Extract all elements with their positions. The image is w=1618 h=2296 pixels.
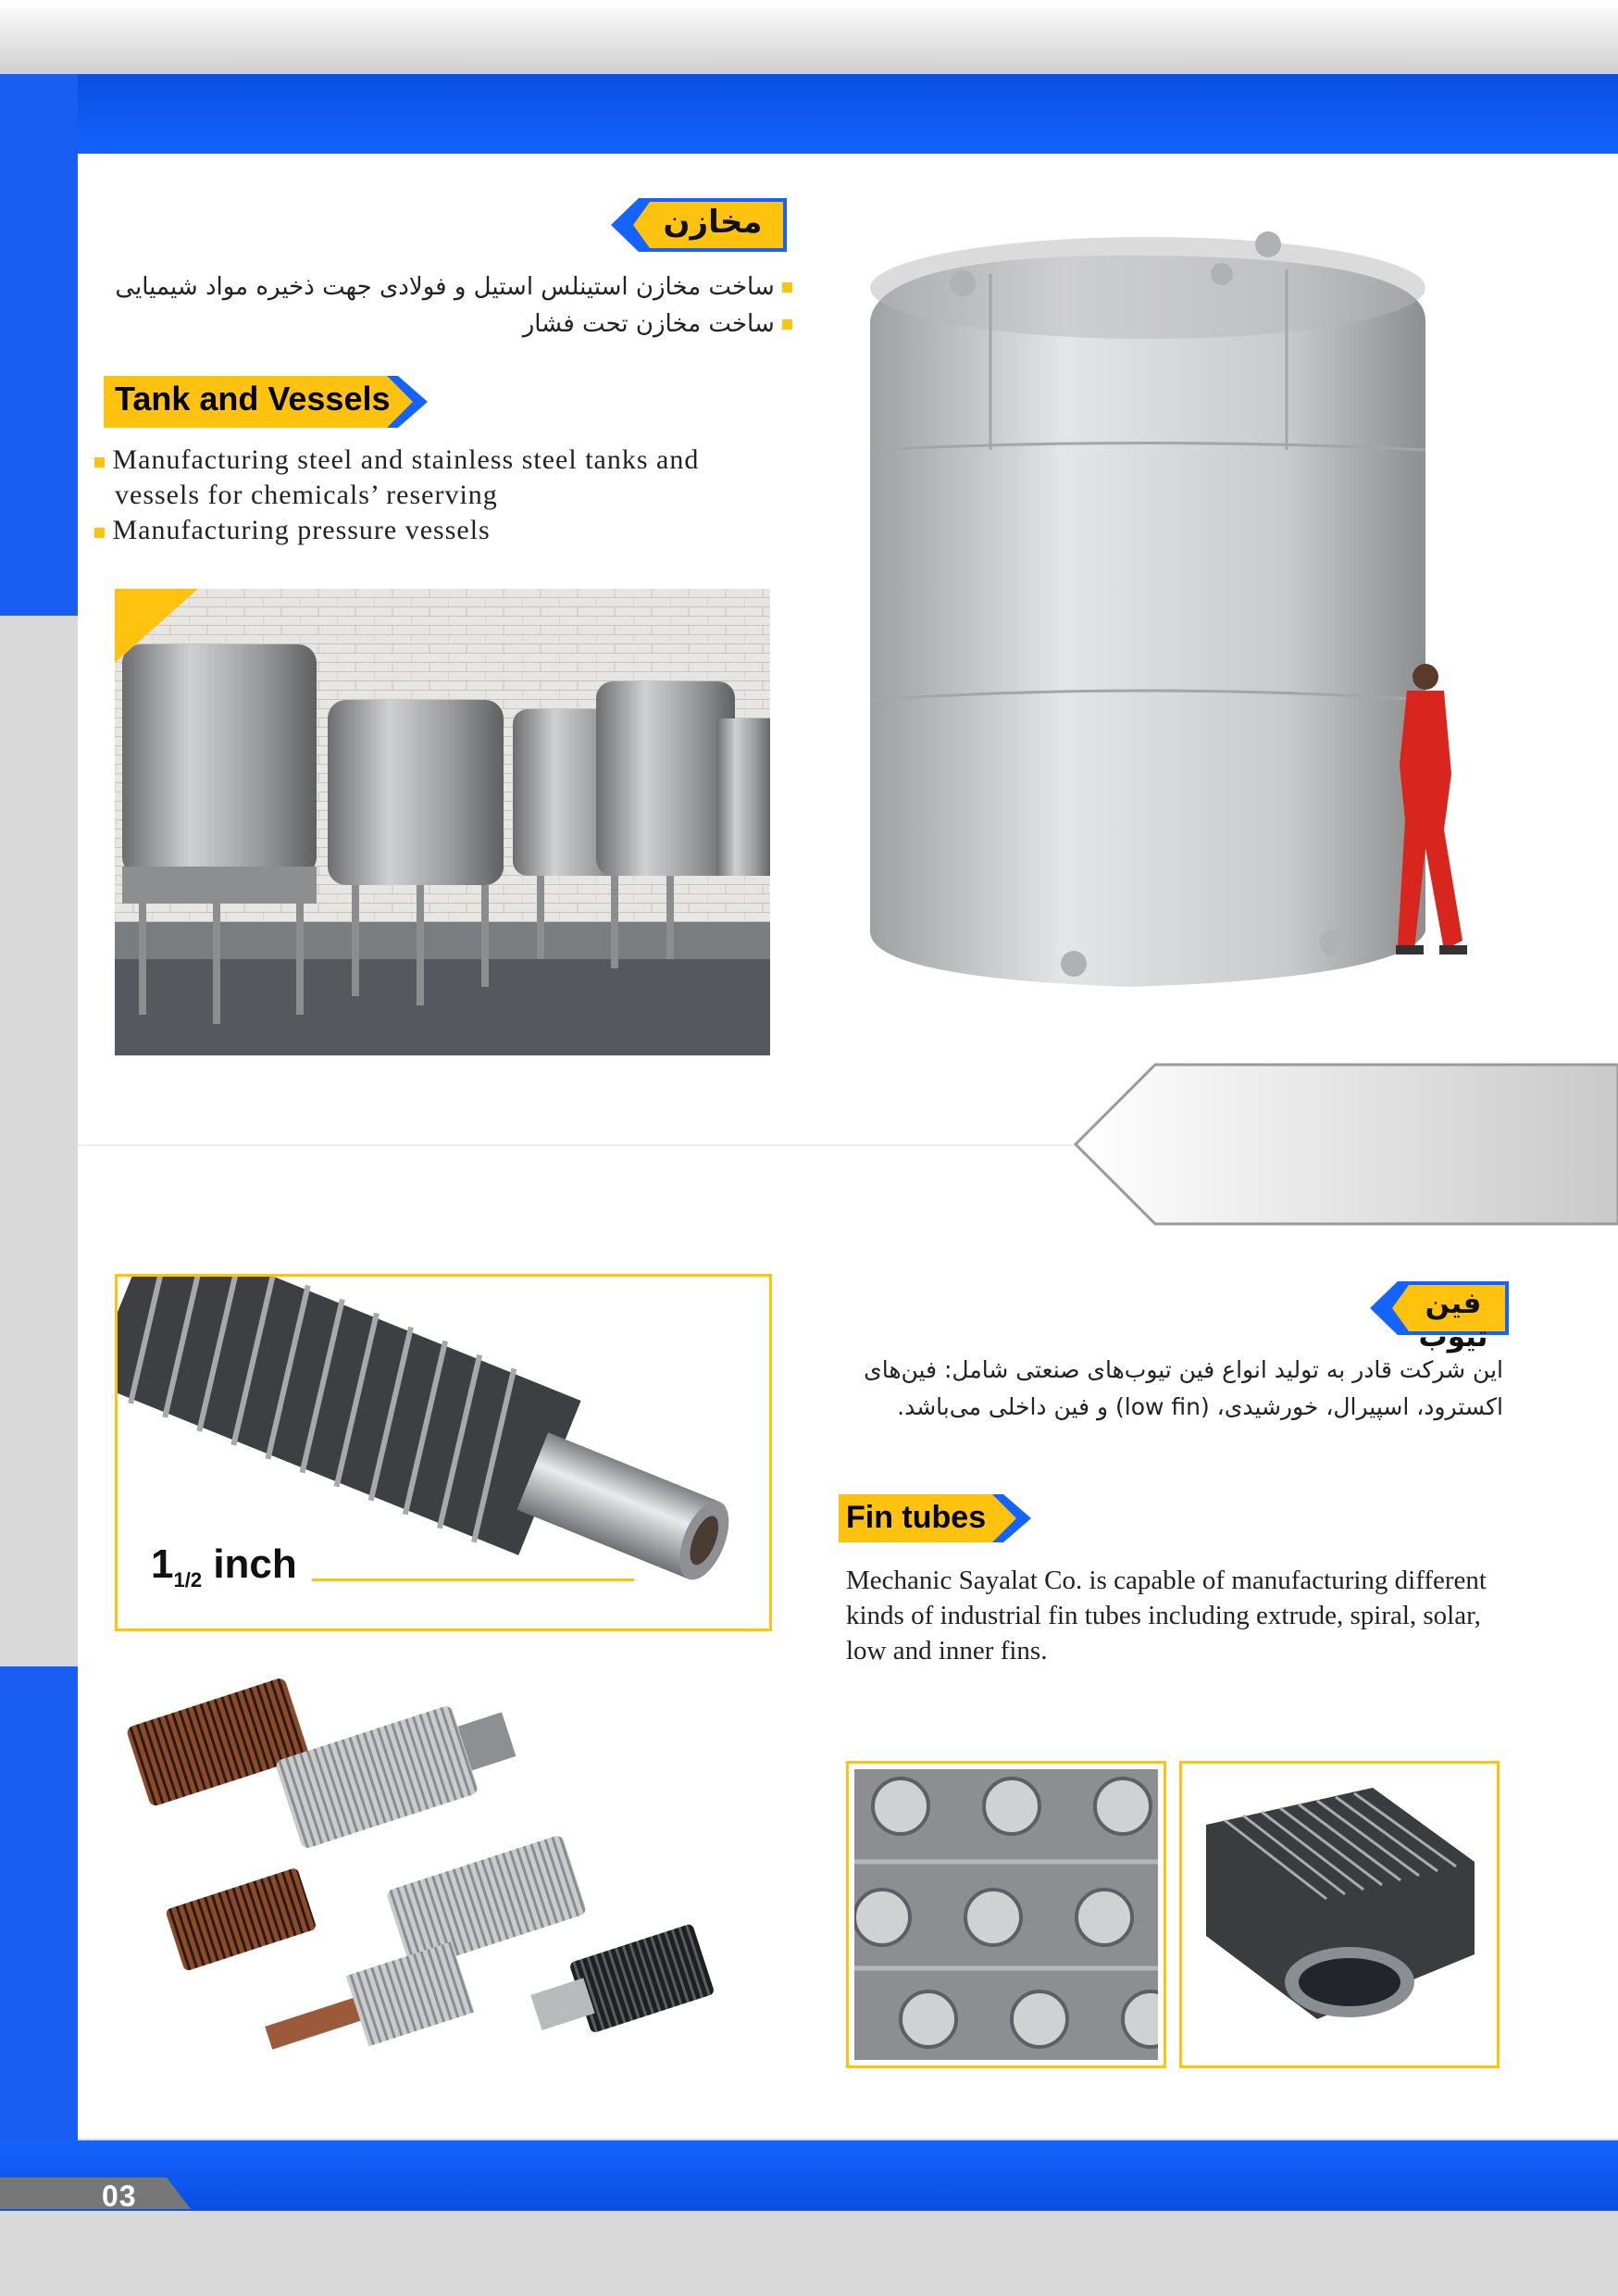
fin-fa-paragraph: این شرکت قادر به تولید انواع فین تیوب‌های صنعتی شامل: فین‌های اکسترود، اسپیرال، خورشیدی، (low fin) و فین داخلی می‌باشد. — [864, 1356, 1503, 1420]
list-item: ساخت مخازن استینلس استیل و فولادی جهت ذخیره مواد شیمیایی — [102, 268, 792, 306]
page-number: 03 — [102, 2179, 137, 2213]
decorative-chevron — [1074, 1063, 1618, 1226]
fin-tube-closeup-frame — [115, 1274, 772, 1631]
tanks-group-photo — [115, 589, 770, 1055]
page-number-tab — [0, 2177, 194, 2213]
list-item: Manufacturing steel and stainless steel tanks and — [94, 443, 779, 478]
size-label-underline — [312, 1578, 634, 1581]
finned-heat-exchanger-image — [1188, 1769, 1491, 2060]
fin-en-paragraph: Mechanic Sayalat Co. is capable of manufacturing different kinds of industrial fin tubes including extrude, spiral, solar, low and inner fins. — [846, 1566, 1487, 1666]
list-item: ساخت مخازن تحت فشار — [102, 306, 792, 343]
tanks-en-bullets — [94, 443, 779, 548]
top-shade — [0, 0, 1618, 74]
list-item-continuation: vessels for chemicals’ reserving — [115, 480, 498, 510]
fin-fa-heading: فین تیوب — [1418, 1287, 1488, 1354]
tanks-fa-bullets — [102, 268, 792, 343]
tanks-fa-heading: مخازن — [663, 204, 763, 241]
fin-en-heading: Fin tubes — [846, 1500, 987, 1535]
tanks-en-heading: Tank and Vessels — [115, 380, 391, 418]
finned-heat-exchanger-frame — [1179, 1761, 1500, 2068]
solar-fin-plate-image — [854, 1769, 1158, 2060]
assorted-fin-tubes-photo — [115, 1666, 781, 2102]
large-tank-photo — [852, 218, 1490, 996]
solar-fin-plate-frame — [846, 1761, 1166, 2068]
size-label: $1_{1/2}$ inch — [151, 1541, 297, 1591]
top-blue-band — [0, 74, 1618, 156]
left-blue-bar-top — [0, 74, 78, 616]
list-item: Manufacturing pressure vessels — [94, 513, 779, 548]
left-blue-bar-bottom — [0, 1666, 78, 2185]
bottom-blue-band — [0, 2140, 1618, 2211]
